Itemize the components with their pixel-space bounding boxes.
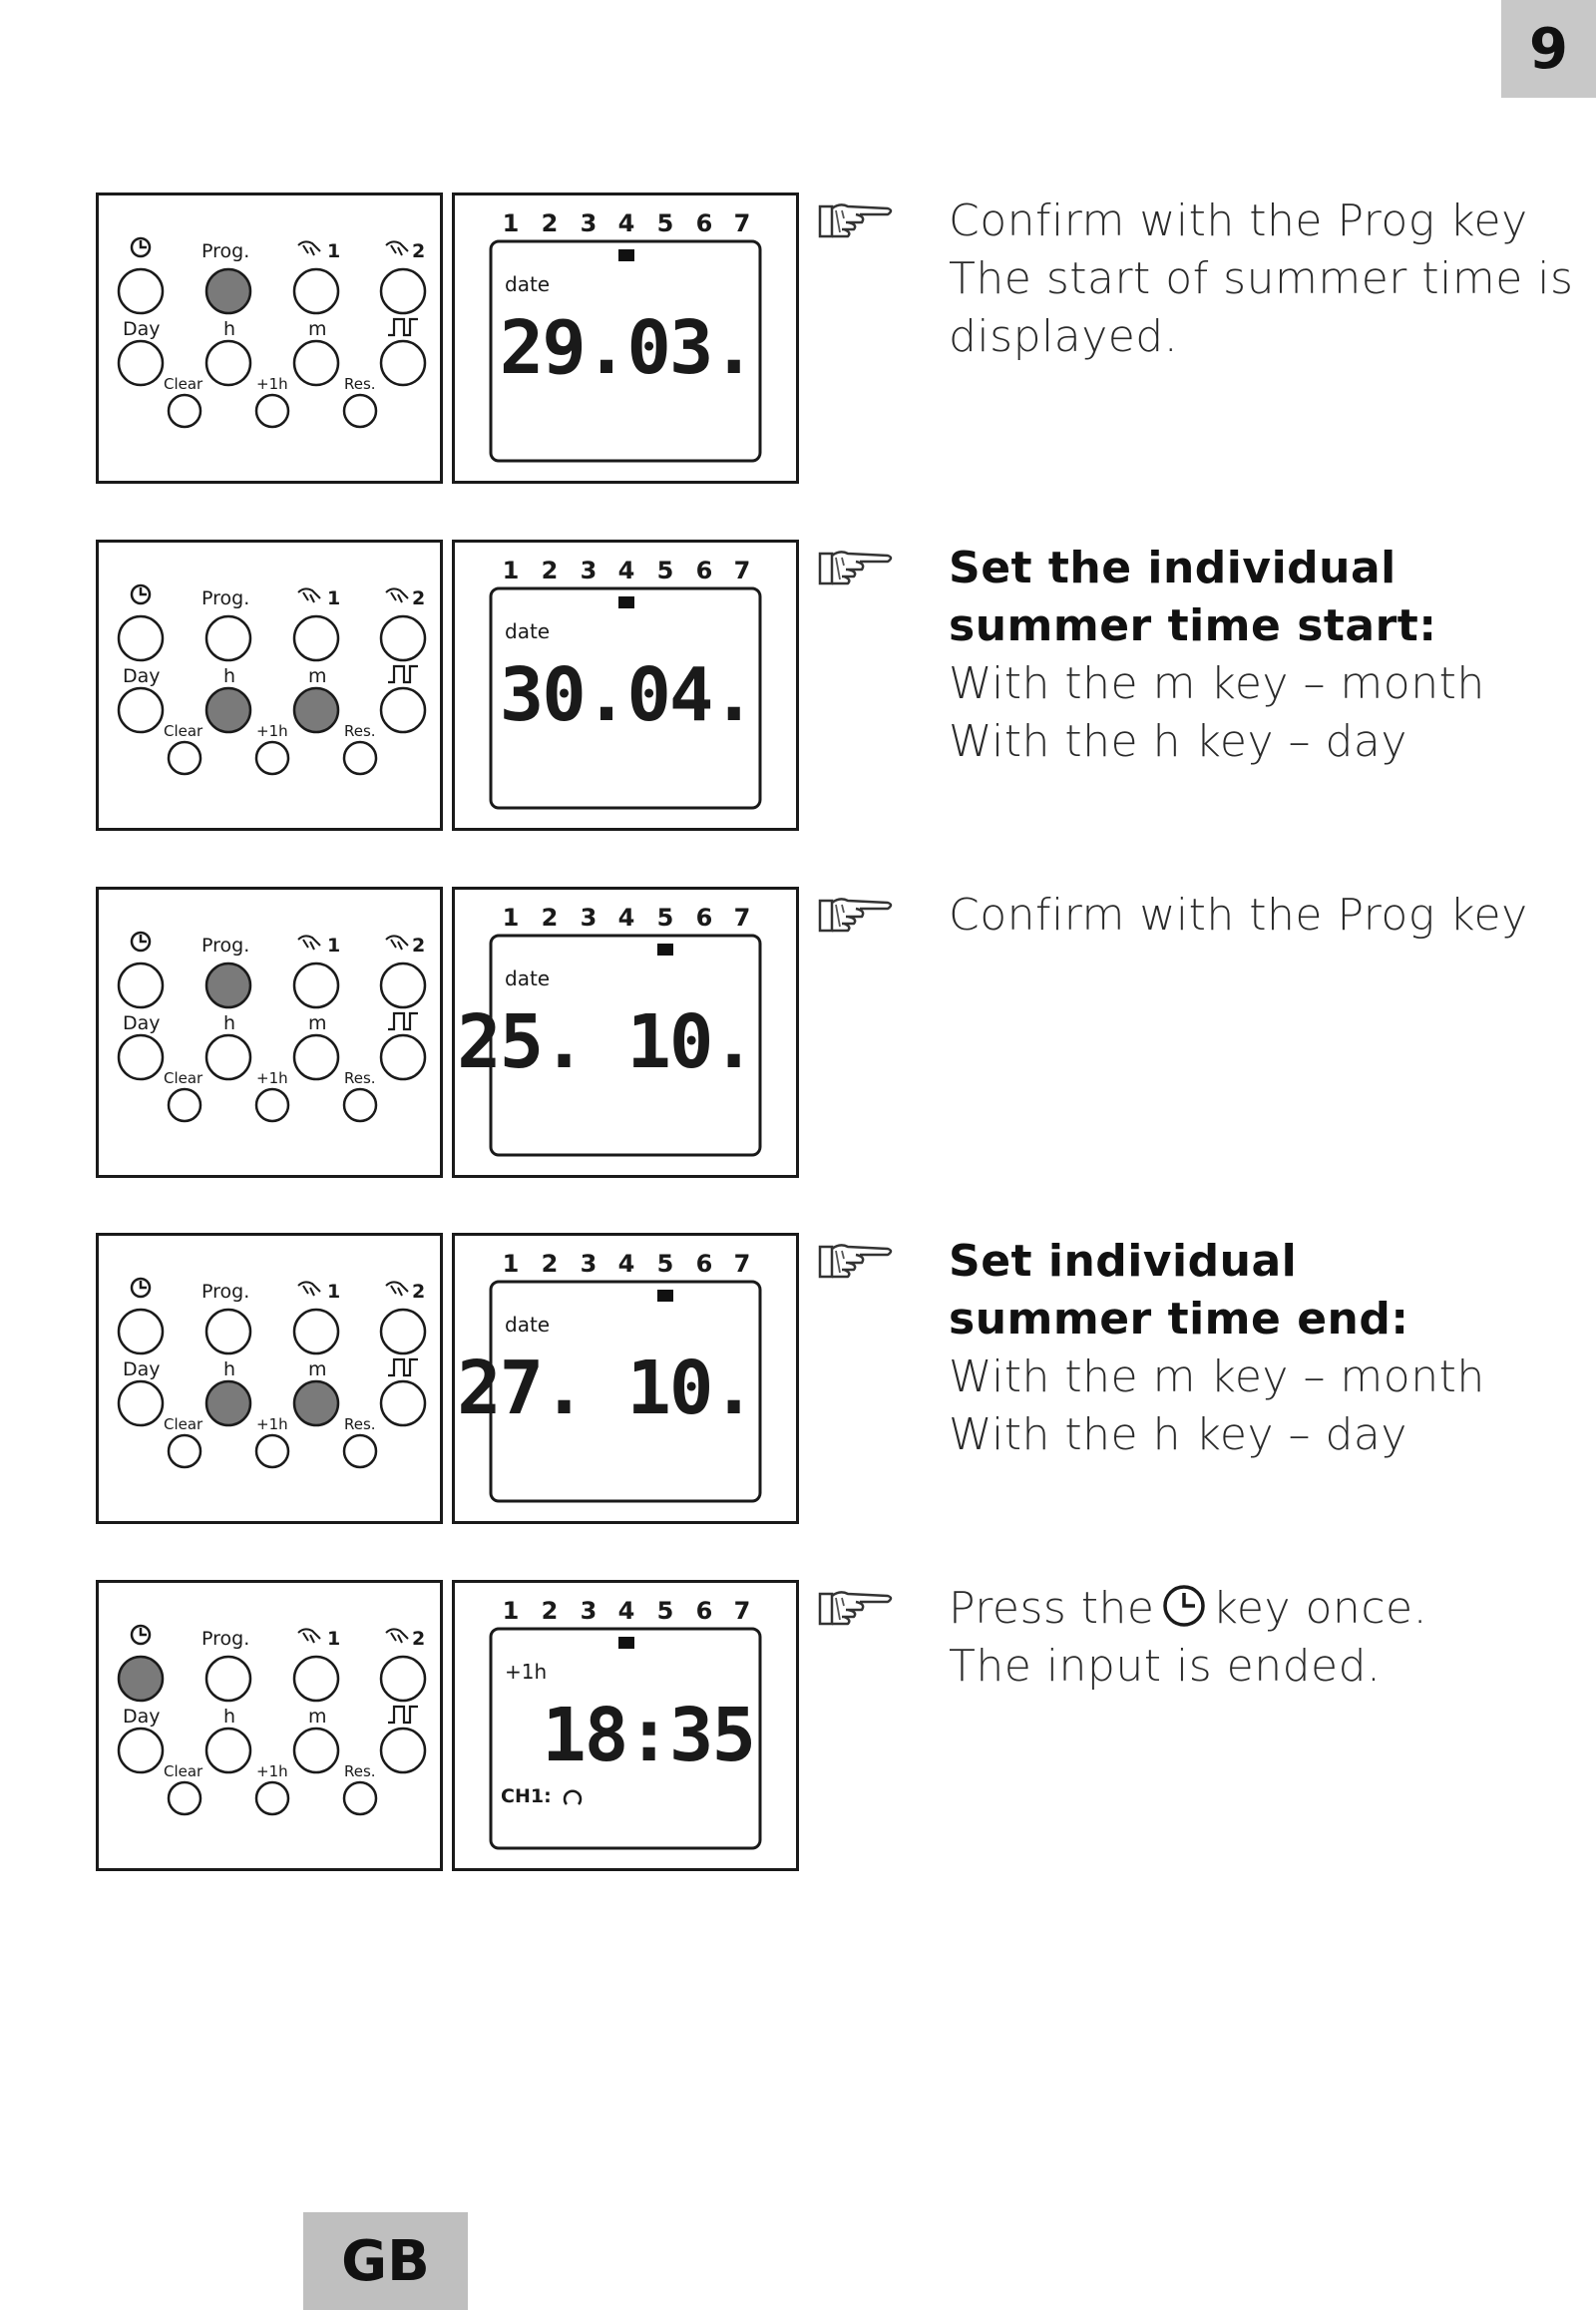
instruction-text <box>949 1580 1567 1696</box>
day-button[interactable] <box>119 688 163 732</box>
lcd-display-diagram <box>455 543 796 828</box>
clear-button[interactable] <box>169 395 200 427</box>
weekday-number-3: 3 <box>580 209 598 237</box>
keypad-panel <box>96 887 443 1178</box>
hand-channel-2-icon <box>386 1629 408 1643</box>
instruction-line <box>949 192 1567 250</box>
reset-button[interactable] <box>344 1782 376 1814</box>
instruction-line-text: Set the individual <box>949 543 1396 593</box>
h-button[interactable] <box>206 688 250 732</box>
pulse-icon <box>388 1359 418 1375</box>
instruction-line <box>949 1348 1567 1406</box>
day-label: Day <box>123 1012 161 1034</box>
pointing-hand-icon <box>816 1237 896 1283</box>
instruction-text <box>949 887 1567 945</box>
weekday-number-7: 7 <box>733 209 751 237</box>
instruction-text <box>949 192 1574 366</box>
instruction-line <box>949 655 1567 713</box>
plus-1h-label: +1h <box>256 1069 288 1087</box>
clear-label: Clear <box>164 1415 203 1433</box>
display-panel <box>452 887 799 1178</box>
weekday-number-4: 4 <box>617 209 635 237</box>
h-button[interactable] <box>206 341 250 385</box>
hand-channel-1-icon <box>298 241 320 255</box>
day-label: Day <box>123 665 161 687</box>
weekday-number-1: 1 <box>502 209 520 237</box>
pulse-button[interactable] <box>381 688 425 732</box>
instruction-text <box>949 1233 1567 1464</box>
prog-button[interactable] <box>206 616 250 660</box>
channel-1-label: 1 <box>327 1281 341 1303</box>
display-mode-label: date <box>505 272 551 296</box>
weekday-number-7: 7 <box>733 1597 751 1625</box>
instruction-line-text: summer time start: <box>949 600 1437 651</box>
instruction-step <box>96 540 1572 831</box>
keypad-diagram <box>99 1583 440 1868</box>
m-button[interactable] <box>294 341 338 385</box>
channel-2-button[interactable] <box>381 1310 425 1353</box>
lcd-display-diagram <box>455 890 796 1175</box>
plus-1h-label: +1h <box>256 1415 288 1433</box>
pulse-button[interactable] <box>381 1381 425 1425</box>
keypad-panel <box>96 1580 443 1871</box>
pulse-icon <box>388 1013 418 1029</box>
hand-channel-1-icon <box>298 1629 320 1643</box>
clear-button[interactable] <box>169 1435 200 1467</box>
channel-1-label: 1 <box>327 240 341 262</box>
weekday-number-1: 1 <box>502 904 520 932</box>
weekday-number-2: 2 <box>541 1597 559 1625</box>
clock-icon <box>132 238 150 256</box>
instruction-line-text: Set individual <box>949 1236 1298 1287</box>
page-number: 9 <box>1501 0 1596 98</box>
pointing-hand-icon <box>816 891 896 937</box>
pulse-icon <box>388 1707 418 1723</box>
pointing-hand-icon <box>816 544 896 589</box>
m-button[interactable] <box>294 1729 338 1772</box>
plus-1h-label: +1h <box>256 722 288 740</box>
h-button[interactable] <box>206 1381 250 1425</box>
day-button[interactable] <box>119 1035 163 1079</box>
pulse-button[interactable] <box>381 1729 425 1772</box>
weekday-number-6: 6 <box>695 1250 713 1278</box>
keypad-diagram <box>99 543 440 828</box>
clear-label: Clear <box>164 1069 203 1087</box>
hand-channel-1-icon <box>298 588 320 602</box>
plus-1h-label: +1h <box>256 375 288 393</box>
display-mode-label: date <box>505 1313 551 1337</box>
weekday-number-7: 7 <box>733 557 751 584</box>
clock-icon <box>132 585 150 603</box>
prog-button[interactable] <box>206 1657 250 1701</box>
instruction-heading-line <box>949 540 1567 597</box>
instruction-step <box>96 887 1572 1178</box>
display-panel <box>452 192 799 484</box>
instruction-step <box>96 1580 1572 1871</box>
m-button[interactable] <box>294 1035 338 1079</box>
display-panel <box>452 1580 799 1871</box>
reset-button[interactable] <box>344 1435 376 1467</box>
h-button[interactable] <box>206 1729 250 1772</box>
day-label: Day <box>123 318 161 340</box>
instruction-line <box>949 713 1567 771</box>
plus-1h-button[interactable] <box>256 1089 288 1121</box>
clock-button[interactable] <box>119 963 163 1007</box>
pulse-icon <box>388 666 418 682</box>
h-label: h <box>223 318 236 340</box>
plus-1h-button[interactable] <box>256 395 288 427</box>
prog-button[interactable] <box>206 269 250 313</box>
instruction-line <box>949 250 1574 308</box>
m-label: m <box>308 1358 327 1380</box>
m-label: m <box>308 1012 327 1034</box>
display-value: 27. 10. <box>457 1346 754 1431</box>
clear-label: Clear <box>164 375 203 393</box>
clear-button[interactable] <box>169 742 200 774</box>
channel-2-label: 2 <box>412 1281 426 1303</box>
clear-label: Clear <box>164 1762 203 1780</box>
instruction-line-text: Press the <box>949 1583 1155 1634</box>
reset-button[interactable] <box>344 742 376 774</box>
lcd-display-diagram <box>455 195 796 481</box>
h-label: h <box>223 665 236 687</box>
instruction-heading-line <box>949 1291 1567 1348</box>
display-mode-label: date <box>505 966 551 990</box>
clock-icon <box>1161 1583 1207 1629</box>
display-value: 30.04. <box>499 652 754 738</box>
keypad-panel <box>96 540 443 831</box>
prog-button[interactable] <box>206 963 250 1007</box>
clock-button[interactable] <box>119 616 163 660</box>
keypad-diagram <box>99 195 440 481</box>
day-button[interactable] <box>119 341 163 385</box>
prog-button[interactable] <box>206 1310 250 1353</box>
display-value: 29.03. <box>499 305 754 391</box>
instruction-heading-line <box>949 597 1567 655</box>
pointing-hand-icon <box>816 196 896 242</box>
instruction-line <box>949 1406 1567 1464</box>
hand-channel-1-icon <box>298 936 320 950</box>
instruction-line-text: With the m key – month <box>949 658 1485 709</box>
day-marker <box>657 1290 673 1302</box>
weekday-number-6: 6 <box>695 209 713 237</box>
display-value: 25. 10. <box>457 999 754 1085</box>
display-value: 18:35 <box>542 1693 754 1778</box>
display-panel <box>452 540 799 831</box>
clear-label: Clear <box>164 722 203 740</box>
day-marker <box>618 1637 634 1649</box>
day-button[interactable] <box>119 1381 163 1425</box>
weekday-number-2: 2 <box>541 1250 559 1278</box>
weekday-number-2: 2 <box>541 904 559 932</box>
hand-channel-2-icon <box>386 241 408 255</box>
m-label: m <box>308 1706 327 1728</box>
display-mode-label: +1h <box>505 1660 548 1684</box>
instruction-line-text: With the h key – day <box>949 1409 1407 1460</box>
plus-1h-button[interactable] <box>256 1435 288 1467</box>
pointer-icon-wrapper <box>816 1584 896 1630</box>
instruction-line-text: With the m key – month <box>949 1351 1485 1402</box>
prog-label: Prog. <box>201 587 250 609</box>
pointer-icon-wrapper <box>816 196 896 242</box>
channel-1-button[interactable] <box>294 269 338 313</box>
res-label: Res. <box>344 1762 376 1780</box>
prog-label: Prog. <box>201 1628 250 1650</box>
weekday-number-6: 6 <box>695 557 713 584</box>
weekday-number-1: 1 <box>502 1597 520 1625</box>
weekday-number-5: 5 <box>656 1597 674 1625</box>
keypad-panel <box>96 192 443 484</box>
channel-status-label: CH1: <box>501 1785 552 1807</box>
weekday-number-2: 2 <box>541 557 559 584</box>
channel-1-button[interactable] <box>294 616 338 660</box>
plus-1h-button[interactable] <box>256 742 288 774</box>
keypad-panel <box>96 1233 443 1524</box>
h-button[interactable] <box>206 1035 250 1079</box>
language-tab: GB <box>303 2212 468 2310</box>
plus-1h-label: +1h <box>256 1762 288 1780</box>
weekday-number-4: 4 <box>617 557 635 584</box>
weekday-number-3: 3 <box>580 1250 598 1278</box>
res-label: Res. <box>344 1069 376 1087</box>
weekday-number-1: 1 <box>502 1250 520 1278</box>
pointer-icon-wrapper <box>816 891 896 937</box>
res-label: Res. <box>344 1415 376 1433</box>
hand-channel-2-icon <box>386 936 408 950</box>
instruction-line-text: With the h key – day <box>949 716 1407 767</box>
prog-label: Prog. <box>201 935 250 957</box>
clock-button[interactable] <box>119 1310 163 1353</box>
prog-label: Prog. <box>201 240 250 262</box>
m-label: m <box>308 318 327 340</box>
day-label: Day <box>123 1358 161 1380</box>
weekday-number-2: 2 <box>541 209 559 237</box>
lcd-display-diagram <box>455 1236 796 1521</box>
instruction-line <box>949 887 1567 945</box>
weekday-number-6: 6 <box>695 904 713 932</box>
day-marker <box>618 249 634 261</box>
hand-channel-2-icon <box>386 588 408 602</box>
pointer-icon-wrapper <box>816 1237 896 1283</box>
weekday-number-3: 3 <box>580 904 598 932</box>
instruction-line-text: Confirm with the Prog key <box>949 195 1528 246</box>
instruction-step <box>96 192 1572 484</box>
reset-button[interactable] <box>344 395 376 427</box>
lcd-display-diagram <box>455 1583 796 1868</box>
prog-label: Prog. <box>201 1281 250 1303</box>
instruction-line <box>949 1580 1567 1638</box>
weekday-number-6: 6 <box>695 1597 713 1625</box>
weekday-number-7: 7 <box>733 904 751 932</box>
channel-1-button[interactable] <box>294 1310 338 1353</box>
m-label: m <box>308 665 327 687</box>
channel-1-label: 1 <box>327 1628 341 1650</box>
weekday-number-5: 5 <box>656 557 674 584</box>
channel-2-button[interactable] <box>381 1657 425 1701</box>
plus-1h-button[interactable] <box>256 1782 288 1814</box>
h-label: h <box>223 1358 236 1380</box>
channel-2-button[interactable] <box>381 616 425 660</box>
channel-1-button[interactable] <box>294 1657 338 1701</box>
channel-2-button[interactable] <box>381 963 425 1007</box>
m-button[interactable] <box>294 688 338 732</box>
day-marker <box>618 596 634 608</box>
day-marker <box>657 944 673 956</box>
weekday-number-5: 5 <box>656 904 674 932</box>
instruction-line-text: The input is ended. <box>949 1641 1382 1692</box>
clock-icon <box>132 1626 150 1644</box>
weekday-number-3: 3 <box>580 1597 598 1625</box>
weekday-number-7: 7 <box>733 1250 751 1278</box>
keypad-diagram <box>99 1236 440 1521</box>
instruction-line <box>949 308 1567 366</box>
instruction-heading-line <box>949 1233 1567 1291</box>
hand-channel-2-icon <box>386 1282 408 1296</box>
res-label: Res. <box>344 375 376 393</box>
channel-2-label: 2 <box>412 1628 426 1650</box>
pointer-icon-wrapper <box>816 544 896 589</box>
weekday-number-1: 1 <box>502 557 520 584</box>
h-label: h <box>223 1012 236 1034</box>
res-label: Res. <box>344 722 376 740</box>
weekday-number-5: 5 <box>656 209 674 237</box>
clear-button[interactable] <box>169 1089 200 1121</box>
weekday-number-5: 5 <box>656 1250 674 1278</box>
day-label: Day <box>123 1706 161 1728</box>
clock-icon <box>132 933 150 951</box>
reset-button[interactable] <box>344 1089 376 1121</box>
clock-button[interactable] <box>119 1657 163 1701</box>
instruction-line-text: displayed. <box>949 311 1179 362</box>
pointing-hand-icon <box>816 1584 896 1630</box>
clear-button[interactable] <box>169 1782 200 1814</box>
instruction-step <box>96 1233 1572 1524</box>
instruction-line-text: Confirm with the Prog key <box>949 890 1528 941</box>
instruction-line-text: key once. <box>1212 1583 1428 1634</box>
weekday-number-4: 4 <box>617 1250 635 1278</box>
channel-2-label: 2 <box>412 587 426 609</box>
channel-2-label: 2 <box>412 240 426 262</box>
m-button[interactable] <box>294 1381 338 1425</box>
instruction-line-text: The start of summer time is <box>949 253 1574 304</box>
channel-1-button[interactable] <box>294 963 338 1007</box>
channel-1-label: 1 <box>327 587 341 609</box>
weekday-number-4: 4 <box>617 1597 635 1625</box>
pulse-button[interactable] <box>381 341 425 385</box>
pulse-button[interactable] <box>381 1035 425 1079</box>
clock-icon <box>132 1279 150 1297</box>
weekday-number-4: 4 <box>617 904 635 932</box>
pulse-icon <box>388 319 418 335</box>
clock-button[interactable] <box>119 269 163 313</box>
keypad-diagram <box>99 890 440 1175</box>
weekday-number-3: 3 <box>580 557 598 584</box>
channel-2-button[interactable] <box>381 269 425 313</box>
instruction-line-text: summer time end: <box>949 1294 1409 1345</box>
channel-1-label: 1 <box>327 935 341 957</box>
instruction-text <box>949 540 1567 771</box>
channel-2-label: 2 <box>412 935 426 957</box>
day-button[interactable] <box>119 1729 163 1772</box>
display-mode-label: date <box>505 619 551 643</box>
hand-channel-1-icon <box>298 1282 320 1296</box>
instruction-line <box>949 1638 1567 1696</box>
display-panel <box>452 1233 799 1524</box>
h-label: h <box>223 1706 236 1728</box>
